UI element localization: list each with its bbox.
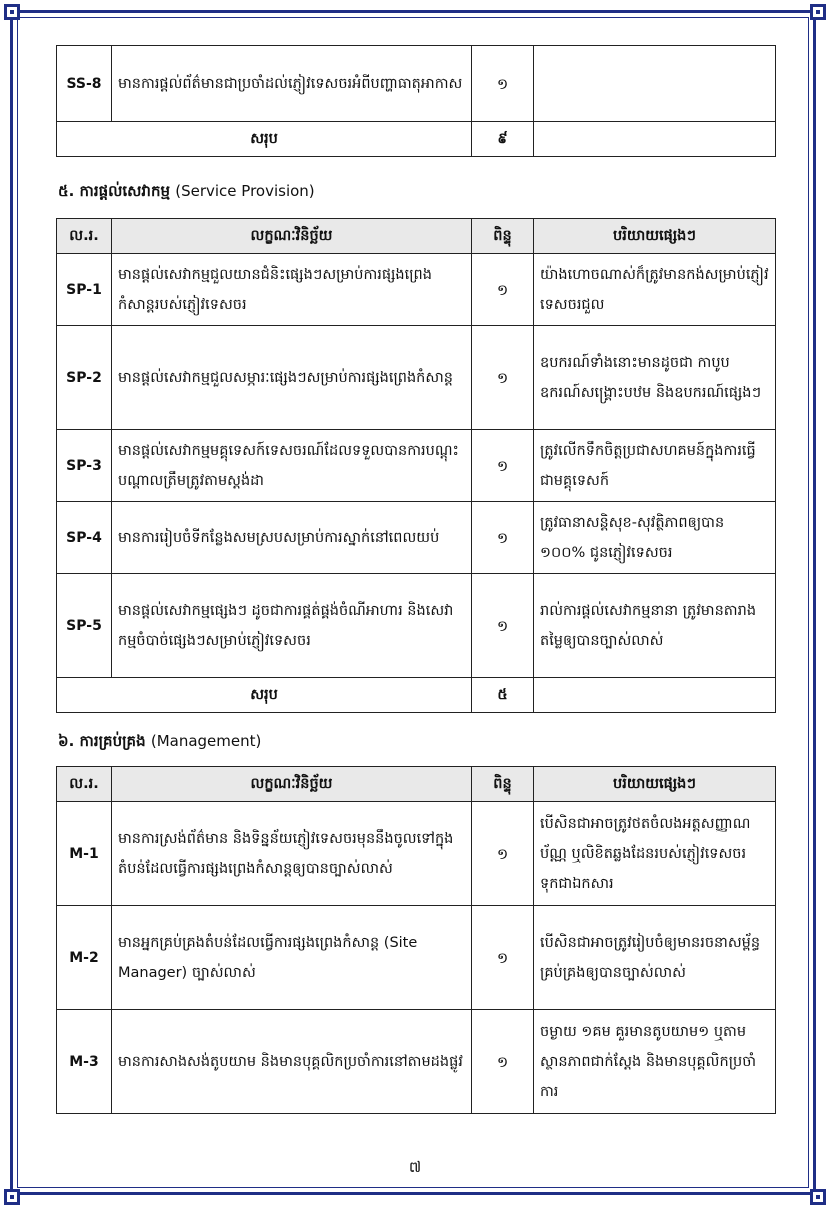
total-row xyxy=(57,122,776,157)
table-row xyxy=(57,502,776,574)
total-note xyxy=(534,122,776,157)
header-criteria: លក្ខណៈវិនិច្ឆ័យ xyxy=(112,767,472,802)
service-provision-table xyxy=(56,218,776,713)
row-code: SP-4 xyxy=(57,502,112,574)
corner-ornament xyxy=(4,4,20,20)
corner-ornament xyxy=(810,4,826,20)
row-code: M-3 xyxy=(57,1010,112,1114)
header-score: ពិន្ទុ xyxy=(472,219,534,254)
total-label: សរុប xyxy=(57,122,472,157)
corner-ornament xyxy=(810,1189,826,1205)
row-criteria: មានការរៀបចំទីកន្លែងសមស្របសម្រាប់ការស្នាក់នៅពេលយប់ xyxy=(112,502,472,574)
row-score: ១ xyxy=(472,254,534,326)
table-row xyxy=(57,46,776,122)
row-criteria: មានផ្តល់សេវាកម្មជួលសម្ភារៈផ្សេងៗសម្រាប់ការផ្សងព្រេងកំសាន្ត xyxy=(112,326,472,430)
row-score: ១ xyxy=(472,574,534,678)
row-score: ១ xyxy=(472,326,534,430)
table-row xyxy=(57,430,776,502)
table-row xyxy=(57,326,776,430)
top-criteria-table xyxy=(56,45,776,157)
row-score: ១ xyxy=(472,1010,534,1114)
row-code: SP-2 xyxy=(57,326,112,430)
table-row xyxy=(57,574,776,678)
section6-heading xyxy=(58,732,261,754)
header-score: ពិន្ទុ xyxy=(472,767,534,802)
row-criteria: មានការផ្តល់ព័ត៌មានជាប្រចាំដល់ភ្ញៀវទេសចរអំពីបញ្ហាធាតុអាកាស xyxy=(112,46,472,122)
total-note xyxy=(534,678,776,713)
row-criteria-extra: (Site Manager) ច្បាស់លាស់ xyxy=(118,934,418,981)
row-note: ចម្ងាយ ១គម គួរមានតូបយាម១ ឬតាមស្ថានភាពជាក់ស្តែង និងមានបុគ្គលិកប្រចាំការ xyxy=(534,1010,776,1114)
header-note: បរិយាយផ្សេងៗ xyxy=(534,767,776,802)
header-no: ល.រ. xyxy=(57,767,112,802)
row-criteria: មានការស្រង់ព័ត៌មាន និងទិន្នន័យភ្ញៀវទេសចរមុននឹងចូលទៅក្នុងតំបន់ដែលធ្វើការផ្សងព្រេងកំសាន្តឲ្យបានច្បាស់លាស់ xyxy=(112,802,472,906)
row-code: SP-5 xyxy=(57,574,112,678)
row-code: M-1 xyxy=(57,802,112,906)
corner-ornament xyxy=(4,1189,20,1205)
row-criteria: មានផ្តល់សេវាកម្មផ្សេងៗ ដូចជាការផ្គត់ផ្គង់ចំណីអាហារ និងសេវាកម្មចំបាច់ផ្សេងៗសម្រាប់ភ្ញៀវទេសចរ xyxy=(112,574,472,678)
row-code: SS-8 xyxy=(57,46,112,122)
row-note xyxy=(534,46,776,122)
total-value: ៥ xyxy=(472,678,534,713)
row-note: យ៉ាងហោចណាស់ក៏ត្រូវមានកង់សម្រាប់ភ្ញៀវទេសចរជួល xyxy=(534,254,776,326)
row-code: SP-3 xyxy=(57,430,112,502)
row-code: M-2 xyxy=(57,906,112,1010)
table-row xyxy=(57,802,776,906)
row-note: ត្រូវធានាសន្តិសុខ-សុវត្ថិភាពឲ្យបាន ១០០% ជូនភ្ញៀវទេសចរ xyxy=(534,502,776,574)
header-criteria: លក្ខណៈវិនិច្ឆ័យ xyxy=(112,219,472,254)
row-criteria: មានផ្តល់សេវាកម្មមគ្គុទេសក៍ទេសចរណ៍ដែលទទួលបានការបណ្តុះបណ្តាលត្រឹមត្រូវតាមស្តង់ដា xyxy=(112,430,472,502)
section6-heading-en: (Management) xyxy=(150,732,262,750)
row-score: ១ xyxy=(472,502,534,574)
row-code: SP-1 xyxy=(57,254,112,326)
section5-heading xyxy=(58,182,315,204)
row-criteria xyxy=(112,906,472,1010)
row-note: ត្រូវលើកទឹកចិត្តប្រជាសហគមន៍ក្នុងការធ្វើជាមគ្គុទេសក៍ xyxy=(534,430,776,502)
row-criteria: មានផ្តល់សេវាកម្មជួលយានជំនិះផ្សេងៗសម្រាប់ការផ្សងព្រេងកំសាន្តរបស់ភ្ញៀវទេសចរ xyxy=(112,254,472,326)
row-note: ឧបករណ៍ទាំងនោះមានដូចជា កាបូប ឧករណ៍សង្គ្រោះបឋម និងឧបករណ៍ផ្សេងៗ xyxy=(534,326,776,430)
management-table xyxy=(56,766,776,1114)
row-note: បើសិនជាអាចត្រូវរៀបចំឲ្យមានរចនាសម្ព័ន្ធគ្រប់គ្រងឲ្យបានច្បាស់លាស់ xyxy=(534,906,776,1010)
table-header-row xyxy=(57,219,776,254)
page-number: ៧ xyxy=(408,1158,422,1176)
section5-heading-en: (Service Provision) xyxy=(175,182,315,200)
row-criteria-main: មានអ្នកគ្រប់គ្រងតំបន់ដែលធ្វើការផ្សងព្រេងកំសាន្ត xyxy=(118,934,380,951)
row-score: ១ xyxy=(472,430,534,502)
row-criteria: មានការសាងសង់តូបយាម និងមានបុគ្គលិកប្រចាំការនៅតាមដងផ្លូវ xyxy=(112,1010,472,1114)
table-row xyxy=(57,1010,776,1114)
section6-heading-km: ៦. ការគ្រប់គ្រង xyxy=(58,732,146,750)
table-header-row xyxy=(57,767,776,802)
total-value: ៩ xyxy=(472,122,534,157)
row-score: ១ xyxy=(472,802,534,906)
header-note: បរិយាយផ្សេងៗ xyxy=(534,219,776,254)
total-label: សរុប xyxy=(57,678,472,713)
table-row xyxy=(57,906,776,1010)
row-score: ១ xyxy=(472,906,534,1010)
table-row xyxy=(57,254,776,326)
total-row xyxy=(57,678,776,713)
row-note: រាល់ការផ្តល់សេវាកម្មនានា ត្រូវមានតារាងតម្លៃឲ្យបានច្បាស់លាស់ xyxy=(534,574,776,678)
row-note: បើសិនជាអាចត្រូវថតចំលងអត្តសញ្ញាណប័ណ្ណ ឬលិខិតឆ្លងដែនរបស់ភ្ញៀវទេសចរទុកជាឯកសារ xyxy=(534,802,776,906)
row-score: ១ xyxy=(472,46,534,122)
header-no: ល.រ. xyxy=(57,219,112,254)
section5-heading-km: ៥. ការផ្តល់សេវាកម្ម xyxy=(58,182,170,200)
